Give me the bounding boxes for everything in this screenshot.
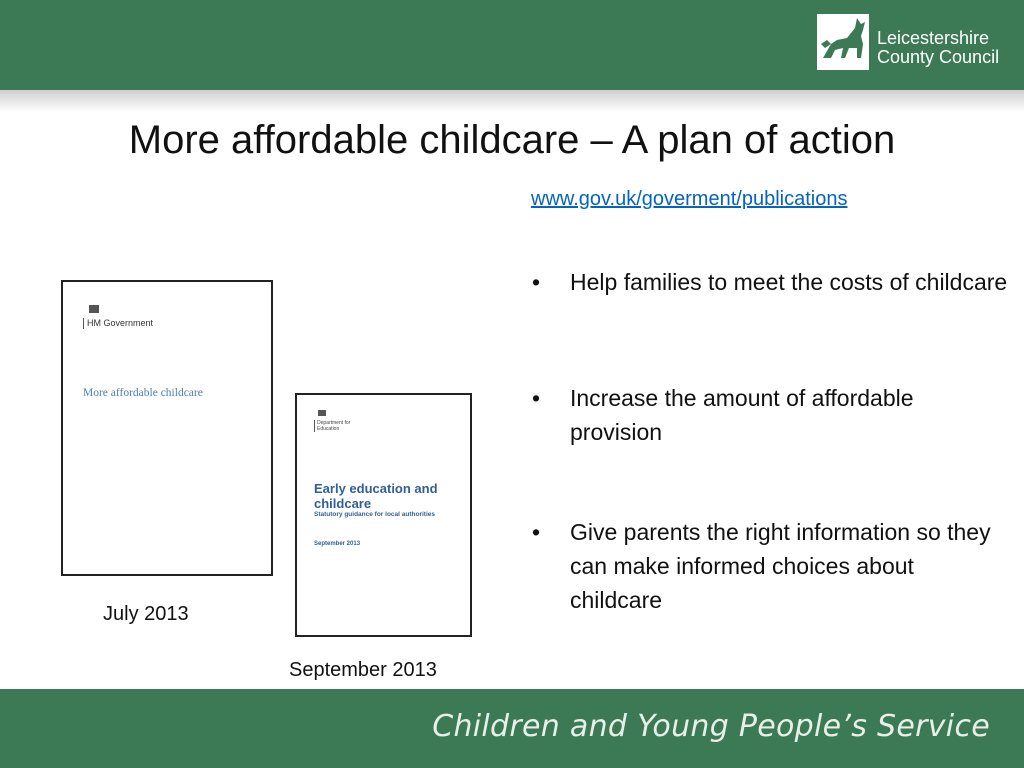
- cover-subtitle: Statutory guidance for local authorities: [314, 511, 435, 518]
- cover-org: Department for Education: [314, 420, 357, 432]
- royal-crest-icon: [317, 409, 327, 417]
- bullet-item: • Give parents the right information so they can make informed choices about childcare: [530, 515, 1010, 617]
- bullet-item: • Increase the amount of affordable provision: [530, 381, 1010, 449]
- document-cover-early-education: [295, 393, 472, 637]
- cover-title: Early education and childcare: [314, 481, 438, 511]
- logo-line-1: Leicestershire: [877, 28, 990, 48]
- header-shadow: [0, 90, 1024, 112]
- bullet-item: • Help families to meet the costs of childcare: [530, 265, 1010, 299]
- cover-caption: July 2013: [103, 603, 189, 625]
- publications-link[interactable]: www.gov.uk/goverment/publications: [531, 188, 848, 210]
- council-name: [877, 29, 999, 67]
- document-cover-affordable-childcare: [61, 280, 273, 576]
- cover-org: HM Government: [83, 318, 153, 329]
- logo-line-2: County Council: [877, 47, 1000, 67]
- fox-logo-icon: [817, 14, 869, 70]
- footer-bar: [0, 689, 1024, 768]
- cover-caption: September 2013: [289, 659, 437, 681]
- footer-service-name: Children and Young People’s Service: [432, 709, 990, 744]
- cover-title: More affordable childcare: [83, 387, 203, 399]
- header-bar: [0, 0, 1024, 90]
- cover-date: September 2013: [314, 541, 361, 547]
- slide-title: More affordable childcare – A plan of action: [128, 118, 896, 162]
- royal-crest-icon: [88, 304, 100, 314]
- council-logo: [817, 14, 1017, 72]
